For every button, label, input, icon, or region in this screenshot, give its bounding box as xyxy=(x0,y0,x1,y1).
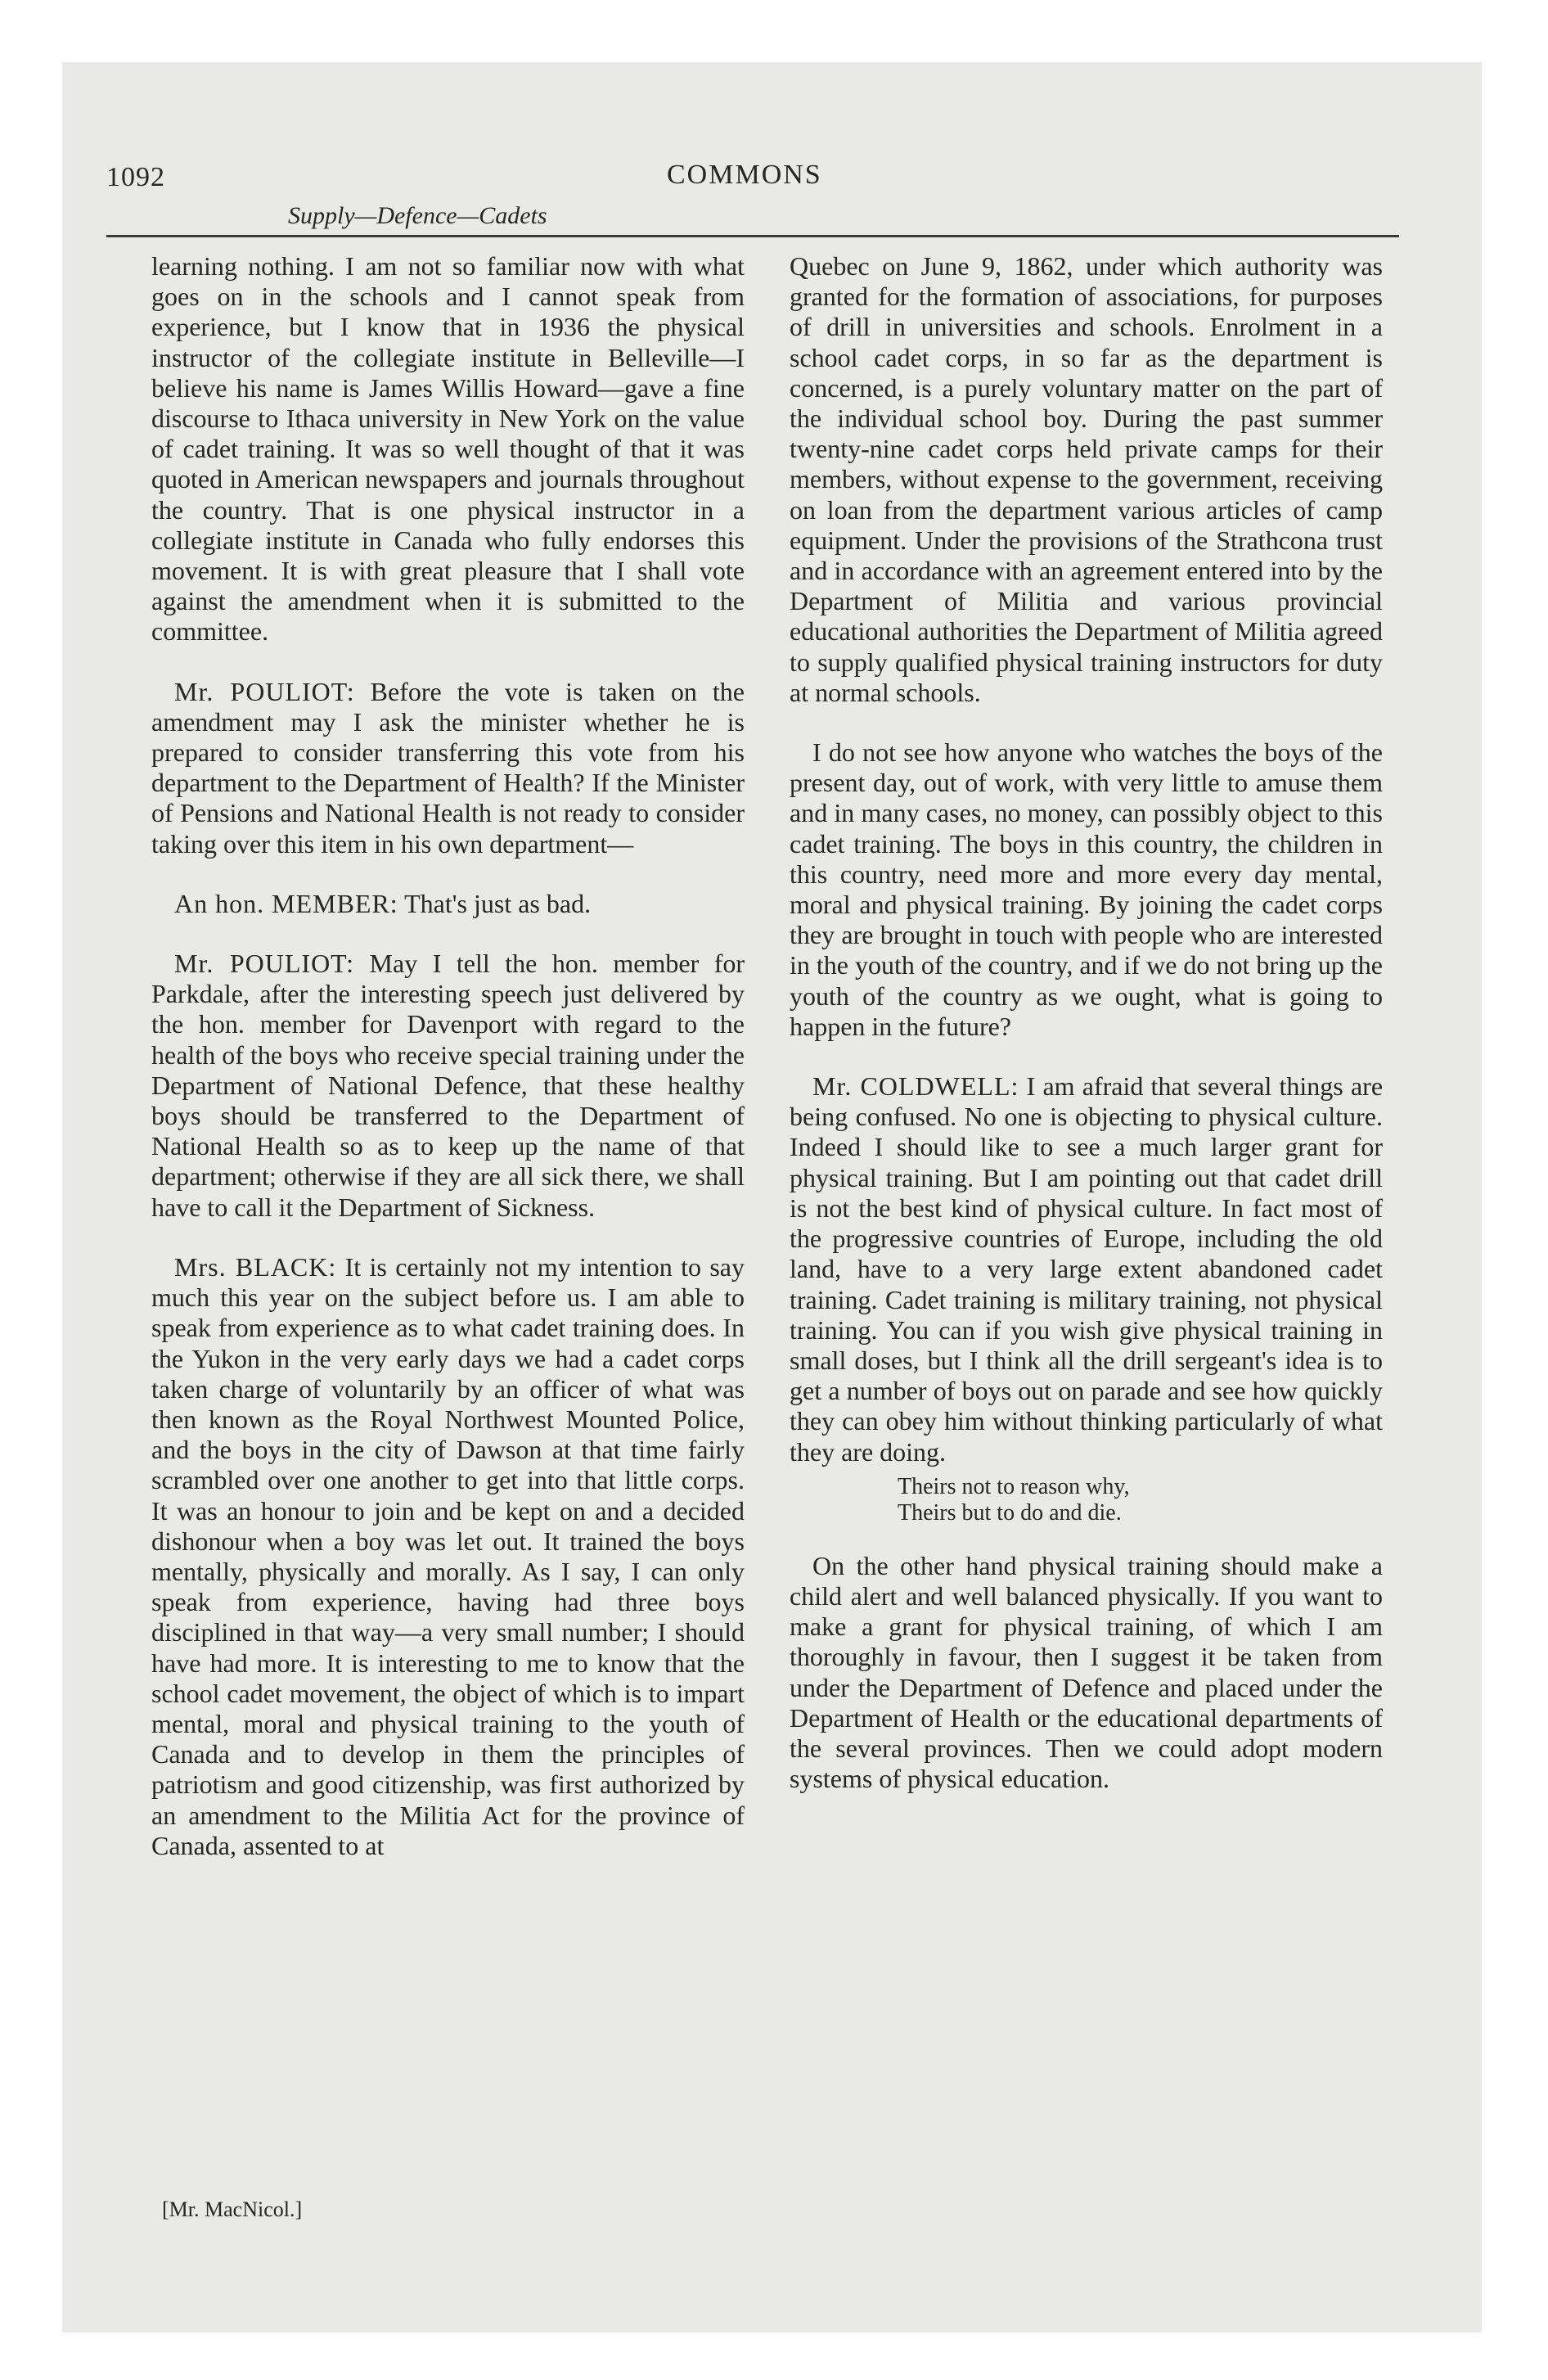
verse-quote xyxy=(790,1474,1383,1526)
speaker-footnote: [Mr. MacNicol.] xyxy=(162,2197,303,2221)
speech-coldwell xyxy=(790,1071,1383,1467)
paragraph: I do not see how anyone who watches the boys of the present day, out of work, with very little to amuse them and in many cases, no money, can possibly object to this cadet training. The boys in this country, the children in this country, need more and more every day mental, moral and physical training. By joining the cadet corps they are brought in touch with people who are interested in the youth of the country, and if we do not bring up the youth of the country as we ought, what is going to happen in the future? xyxy=(790,737,1383,1041)
speech-member xyxy=(151,889,745,919)
paragraph: On the other hand physical training should make a child alert and well balanced physically. If you want to make a grant for physical training, of which I am thoroughly in favour, then I suggest it be taken from under the Department of Defence and placed under the Department of Health or the educational departments of the several provinces. Then we could adopt modern systems of physical education. xyxy=(790,1550,1383,1794)
speaker-name: Mr. POULIOT: xyxy=(174,676,355,706)
speaker-name: Mrs. BLACK: xyxy=(174,1251,337,1282)
speaker-name: Mr. POULIOT: xyxy=(174,949,355,979)
paragraph: learning nothing. I am not so familiar now with what goes on in the schools and I cannot speak from experience, but I know that in 1936 the physical instructor of the collegiate institute in Belleville—I believe his name is James Willis Howard—gave a fine discourse to Ithaca university in New York on the value of cadet training. It was so well thought of that it was quoted in American newspapers and journals throughout the country. That is one physical instructor in a collegiate institute in Canada who fully endorses this movement. It is with great pleasure that I shall vote against the amendment when it is submitted to the committee. xyxy=(151,251,745,647)
speech-text: That's just as bad. xyxy=(404,888,592,918)
paragraph: Quebec on June 9, 1862, under which authority was granted for the formation of associations, for purposes of drill in universities and schools. Enrolment in a school cadet corps, in so far as the department is concerned, is a purely voluntary matter on the part of the individual school boy. During the past summer twenty-nine cadet corps held private camps for their members, without expense to the government, receiving on loan from the department various articles of camp equipment. Under the provisions of the Strathcona trust and in accordance with an agreement entered into by the Department of Militia and various provincial educational authorities the Department of Militia agreed to supply qualified physical training instructors for duty at normal schools. xyxy=(790,251,1383,707)
left-column xyxy=(151,251,745,1891)
page-number: 1092 xyxy=(106,162,165,192)
header-rule xyxy=(106,235,1399,237)
speech-text: I am afraid that several things are being confused. No one is objecting to physical culture. Indeed I should like to see a much larger grant for physical training. But I am pointing out that cadet drill is not the best kind of physical culture. In fact most of the progressive countries of Europe, including the old land, have to a very large extent abandoned cadet training. Cadet training is military training, not physical training. You can if you wish give physical training in small doses, but I think all the drill sergeant's idea is to get a number of boys out on parade and see how quickly they can obey him without thinking particularly of what they are doing. xyxy=(790,1071,1384,1467)
running-title: COMMONS xyxy=(667,160,822,190)
speech-pouliot-2 xyxy=(151,949,745,1223)
speech-black xyxy=(151,1252,745,1861)
speech-pouliot-1 xyxy=(151,677,745,859)
verse-line: Theirs but to do and die. xyxy=(898,1499,1122,1526)
verse-line: Theirs not to reason why, xyxy=(898,1473,1130,1499)
right-column xyxy=(790,251,1383,1823)
section-title: Supply—Defence—Cadets xyxy=(288,202,547,229)
speaker-name: An hon. MEMBER: xyxy=(174,888,398,918)
speech-text: May I tell the hon. member for Parkdale, after the interesting speech just delivered by the hon. member for Davenport with regard to the health of the boys who receive special training under the Department of National Defence, that these healthy boys should be transferred to the Department of National Health so as to keep up the name of that department; otherwise if they are all sick there, we shall have to call it the Department of Sickness. xyxy=(151,949,745,1222)
speech-text: It is certainly not my intention to say much this year on the subject before us. I am able to speak from experience as to what cadet training does. In the Yukon in the very early days we had a cadet corps taken charge of voluntarily by an officer of what was then known as the Royal Northwest Mounted Police, and the boys in the city of Dawson at that time fairly scrambled over one another to get into that little corps. It was an honour to join and be kept on and a decided dishonour when a boy was let out. It trained the boys mentally, physically and morally. As I say, I can only speak from experience, having had three boys disciplined in that way—a very small number; I should have had more. It is interesting to me to know that the school cadet movement, the object of which is to impart mental, moral and physical training to the youth of Canada and to develop in them the principles of patriotism and good citizenship, was first authorized by an amendment to the Militia Act for the province of Canada, assented to at xyxy=(151,1251,745,1860)
speech-text: Before the vote is taken on the amendment may I ask the minister whether he is prepared to consider transferring this vote from his department to the Department of Health? If the Minister of Pensions and National Health is not ready to consider taking over this item in his own department— xyxy=(151,676,745,859)
page-header xyxy=(106,156,1399,237)
speaker-name: Mr. COLDWELL: xyxy=(812,1071,1019,1102)
